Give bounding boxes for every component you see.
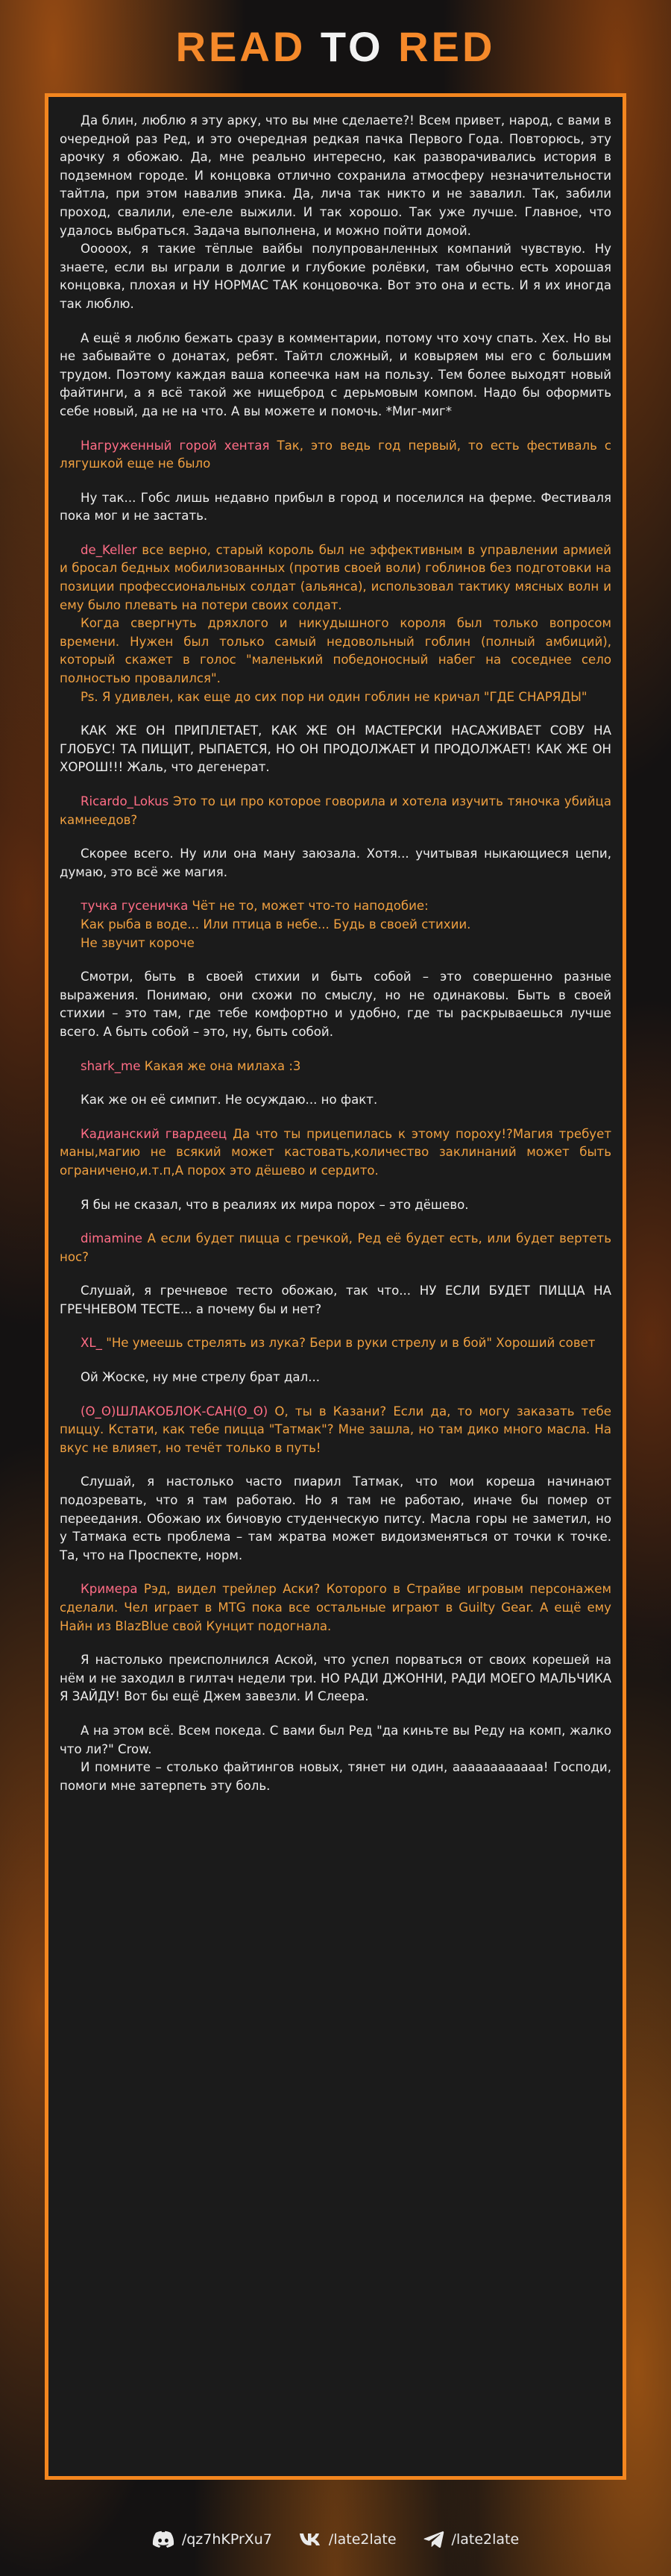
- comment-author: (ʘ_ʘ)ШЛАКОБЛОК-САН(ʘ_ʘ): [81, 1404, 268, 1419]
- comment: [60, 1058, 611, 1076]
- reply: [60, 845, 611, 882]
- comment-text: Не звучит короче: [81, 935, 195, 950]
- reply-text: Я бы не сказал, что в реалиях их мира порох – это дёшево.: [81, 1197, 469, 1212]
- footer-links: [0, 2517, 671, 2562]
- comment-text: О, ты в Казани? Если да, то могу заказать тебе пиццу. Кстати, как тебе пицца "Татмак"? Мне зашла, но там дико много масла. На вкус не влияет, но течёт только в путь!: [60, 1404, 611, 1455]
- comment: [60, 437, 611, 474]
- reply-text: Скорее всего. Ну или она ману заюзала. Хотя... учитывая ныкающиеся цепи, думаю, это всё же магия.: [60, 846, 611, 879]
- discord-icon: [152, 2531, 174, 2548]
- reply-text: КАК ЖЕ ОН ПРИПЛЕТАЕТ, КАК ЖЕ ОН МАСТЕРСКИ НАСАЖИВАЕТ СОВУ НА ГЛОБУС! ТА ПИЩИТ, РЫПАЕТСЯ, НО ОН ПРОДОЛЖАЕТ И ПРОДОЛЖАЕТ! КАК ЖЕ ОН ХОРОШ!!! Жаль, что дегенерат.: [60, 723, 611, 775]
- reply: [60, 1282, 611, 1319]
- reply: [60, 722, 611, 777]
- comment-text: Чёт не то, может что-то наподобие:: [188, 899, 429, 914]
- comment-author: Нагруженный горой хентая: [81, 438, 270, 453]
- comment-author: Ricardo_Lokus: [81, 794, 169, 808]
- reply-text: Слушай, я настолько часто пиарил Татмак, что мои кореша начинают подозревать, что я там работаю. Но я там не работаю, иначе бы помер от переедания. Обожаю их бичовую студенческую питсу. Масла горы не заметил, но у Татмака есть проблема – там жратва может видоизменяться от точки к точке. Та, что на Проспекте, норм.: [60, 1474, 611, 1562]
- comment-text: Рэд, видел трейлер Аски? Которого в Страйве игровым персонажем сделали. Чел играет в MTG пока все остальные играют в Guilty Gear. А ещё ему Найн из BlazBlue свой Кунцит подогнала.: [60, 1582, 611, 1633]
- comment-author: de_Keller: [81, 542, 137, 557]
- logo-word-red: RED: [398, 23, 496, 70]
- telegram-icon: [423, 2531, 444, 2548]
- comment-text: Да что ты прицепилась к этому пороху!?Магия требует маны,магию не всякий может кастовать,количество заклинаний может быть ограничено,и.т.п,А порох это дёшево и сердито.: [60, 1126, 611, 1178]
- reply: [60, 1651, 611, 1706]
- discord-link[interactable]: [152, 2531, 272, 2548]
- discord-handle: /qz7hKPrXu7: [181, 2531, 272, 2548]
- reply: [60, 489, 611, 526]
- comment: [60, 1580, 611, 1636]
- telegram-handle: /late2late: [451, 2531, 520, 2548]
- comment-author: тучка гусеничка: [81, 899, 189, 914]
- comment-author: Кадианский гвардеец: [81, 1126, 227, 1141]
- logo-word-read: READ: [175, 23, 306, 70]
- comment-text: "Не умеешь стрелять из лука? Бери в руки стрелу и в бой" Хороший совет: [101, 1336, 596, 1351]
- comment-text: Когда свергнуть дряхлого и никудышного короля был только вопросом времени. Нужен был только самый недовольный гоблин (полный амбиций), который скажет в голос "маленький победоносный набег на соседнее село полностью провалился".: [60, 616, 611, 686]
- comment-text: Ps. Я удивлен, как еще до сих пор ни один гоблин не кричал "ГДЕ СНАРЯДЫ": [81, 689, 587, 704]
- reply-text: Ой Жоске, ну мне стрелу брат дал...: [81, 1370, 321, 1385]
- vk-icon: [299, 2532, 321, 2547]
- reply-text: Ну так... Гобс лишь недавно прибыл в город и поселился на ферме. Фестиваля пока мог и не застать.: [60, 490, 611, 524]
- comment-author: shark_me: [81, 1058, 141, 1073]
- vk-handle: /late2late: [328, 2531, 397, 2548]
- vk-link[interactable]: [299, 2531, 397, 2548]
- donation-note: [60, 330, 611, 421]
- telegram-link[interactable]: [423, 2531, 520, 2548]
- article-body: [60, 112, 611, 2465]
- comment-text: Это то ци про которое говорила и хотела изучить тяночка убийца камнеедов?: [60, 794, 611, 827]
- comment-text: Какая же она милаха :3: [140, 1058, 301, 1073]
- reply: [60, 968, 611, 1041]
- comment-text: Как рыба в воде... Или птица в небе... Будь в своей стихии.: [81, 917, 471, 932]
- paragraph: Да блин, люблю я эту арку, что вы мне сделаете?! Всем привет, народ, с вами в очередной раз Ред, и это очередная редкая пачка Первого Года. Повторюсь, эту арочку я обожаю. Да, мне реально интересно, как разворачивались история в подземном городе. И концовка отлично сохранила атмосферу незначительности тайтла, при этом навалив эпика. Да, лича так никто и не завалил. Так, забили проход, свалили, еле-еле выжили. И так хорошо. Так уже лучше. Главное, что удалось выбраться. Задача выполнена, и можно пойти домой.: [60, 113, 611, 238]
- reply-text: Я настолько преисполнился Аской, что успел порваться от своих корешей на нём и не заходил в гилтач недели три. НО РАДИ ДЖОННИ, РАДИ МОЕГО МАЛЬЧИКА Я ЗАЙДУ! Вот бы ещё Джем завезли. И Слеера.: [60, 1653, 611, 1704]
- comment-author: XL_: [81, 1336, 102, 1351]
- logo-word-to: TO: [320, 23, 384, 70]
- comment: [60, 541, 611, 706]
- comment-author: Кримера: [81, 1582, 138, 1597]
- comment-text: все верно, старый король был не эффективным в управлении армией и бросал бедных мобилизованных (против своей воли) гоблинов без подготовки на позиции профессиональных солдат (альянса), использовал тактику мясных волн и ему было плевать на потери своих солдат.: [60, 542, 611, 612]
- reply-text: Слушай, я гречневое тесто обожаю, так что... НУ ЕСЛИ БУДЕТ ПИЦЦА НА ГРЕЧНЕВОМ ТЕСТЕ... а почему бы и нет?: [60, 1284, 611, 1316]
- outro: [60, 1722, 611, 1795]
- comment: [60, 1334, 611, 1353]
- reply: [60, 1473, 611, 1565]
- comment-text: А если будет пицца с гречкой, Ред её будет есть, или будет вертеть нос?: [60, 1231, 611, 1264]
- comment: [60, 1125, 611, 1181]
- comment-author: dimamine: [81, 1231, 142, 1246]
- reply-text: Как же он её симпит. Не осуждаю... но факт.: [81, 1093, 378, 1108]
- paragraph: А на этом всё. Всем покеда. С вами был Ред "да киньте вы Реду на комп, жалко что ли?" Crow.: [60, 1723, 611, 1756]
- comment: [60, 1230, 611, 1266]
- intro: [60, 112, 611, 314]
- comment: [60, 793, 611, 829]
- reply: [60, 1196, 611, 1215]
- paragraph: Ооооох, я такие тёплые вайбы полупрованленных компаний чувствую. Ну знаете, если вы играли в долгие и глубокие ролёвки, там обычно есть хорошая концовка, плохая и НУ НОРМАС ТАК концовочка. Вот это она и есть. И я их иногда так люблю.: [60, 242, 611, 311]
- paragraph: А ещё я люблю бежать сразу в комментарии, потому что хочу спать. Хех. Но вы не забывайте о донатах, ребят. Тайтл сложный, и ковыряем мы его с большим трудом. Поэтому каждая ваша копеечка нам на пользу. Тем более выходят новый файтинги, а я всё такой же нищеброд с дерьмовым компом. Надо бы оформить себе новый, да не на что. А вы можете и помочь. *Миг-миг*: [60, 330, 611, 418]
- site-logo[interactable]: [176, 22, 496, 71]
- comment-text: Так, это ведь год первый, то есть фестиваль с лягушкой еще не было: [60, 438, 612, 471]
- reply: [60, 1369, 611, 1387]
- reply: [60, 1091, 611, 1110]
- paragraph: И помните – столько файтингов новых, тянет ни один, аааааааааааа! Господи, помоги мне затерпеть эту боль.: [60, 1760, 611, 1793]
- reply-text: Смотри, быть в своей стихии и быть собой – это совершенно разные выражения. Понимаю, они схожи по смыслу, но не одинаковы. Быть в своей стихии – это там, где тебе комфортно и удобно, где ты раскрываешься лучше всего. А быть собой – это, ну, быть собой.: [60, 970, 611, 1039]
- comment: [60, 1403, 611, 1458]
- comment: [60, 897, 611, 952]
- header: [0, 0, 671, 93]
